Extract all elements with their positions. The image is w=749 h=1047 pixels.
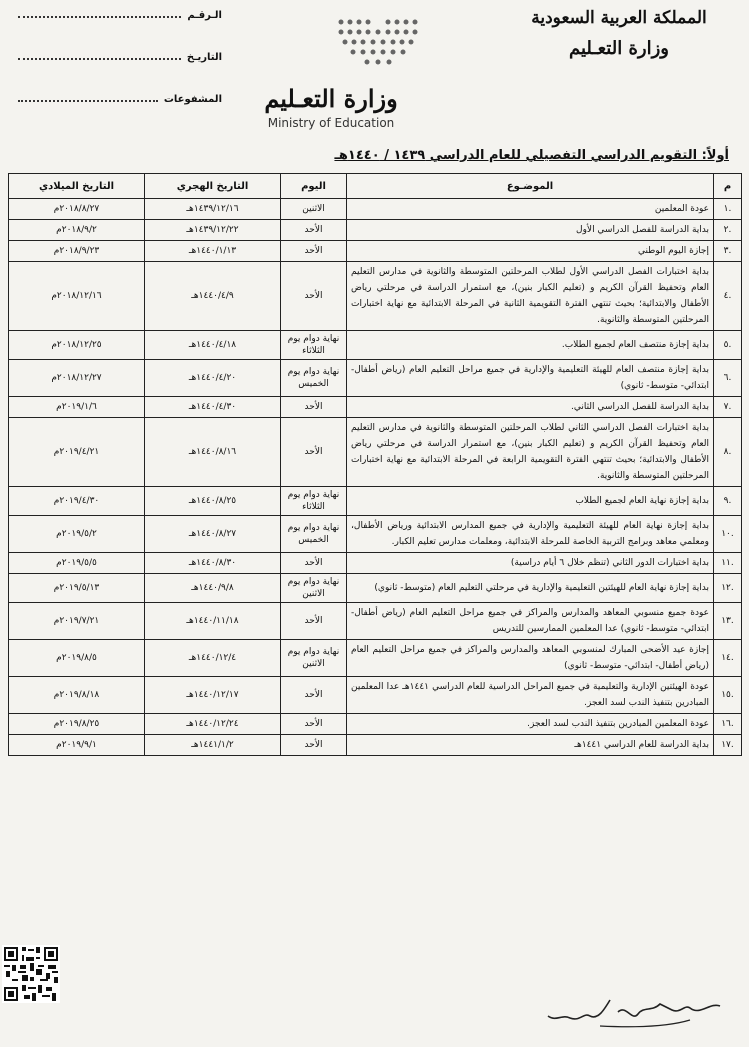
cell-num: .٤ — [714, 262, 742, 331]
cell-topic: عودة المعلمين — [347, 199, 714, 220]
cell-day: الأحد — [281, 418, 347, 487]
table-row — [9, 360, 742, 397]
cell-greg: ٢٠١٨/٩/٢م — [9, 220, 145, 241]
cell-topic: إجازة عيد الأضحى المبارك لمنسوبي المعاهد والمدارس والمراكز في جميع مراحل التعليم العام (رياض أطفال- ابتدائي- متوسط- ثانوي) — [347, 640, 714, 677]
table-body — [9, 199, 742, 756]
table-row — [9, 487, 742, 516]
cell-hijri: ١٤٤٠/١٢/٤هـ — [145, 640, 281, 677]
cell-greg: ٢٠١٨/٩/٢٣م — [9, 241, 145, 262]
table-row — [9, 553, 742, 574]
table-row — [9, 640, 742, 677]
cell-day: الاثنين — [281, 199, 347, 220]
cell-hijri: ١٤٤٠/١١/١٨هـ — [145, 603, 281, 640]
cell-hijri: ١٤٤٠/٤/١٨هـ — [145, 331, 281, 360]
cell-hijri: ١٤٤٠/٨/٢٥هـ — [145, 487, 281, 516]
cell-greg: ٢٠١٩/٨/٥م — [9, 640, 145, 677]
cell-num: .٦ — [714, 360, 742, 397]
cell-day: نهاية دوام يوم الخميس — [281, 360, 347, 397]
cell-greg: ٢٠١٩/٥/٢م — [9, 516, 145, 553]
field-attachments-label: المشفوعات — [163, 94, 222, 105]
cell-hijri: ١٤٤٠/١٢/١٧هـ — [145, 677, 281, 714]
table-header-row — [9, 174, 742, 199]
cell-num: .١٤ — [714, 640, 742, 677]
table-row — [9, 714, 742, 735]
cell-greg: ٢٠١٩/٨/٢٥م — [9, 714, 145, 735]
academic-calendar-table — [8, 173, 742, 756]
header-hijri: التاريخ الهجري — [145, 174, 281, 199]
cell-topic: عودة جميع منسوبي المعاهد والمدارس والمراكز في جميع مراحل التعليم العام (رياض أطفال- ابتدائي- متوسط- ثانوي) عدا المعلمين الممارسين للتدريس — [347, 603, 714, 640]
cell-num: .١٥ — [714, 677, 742, 714]
field-number — [12, 8, 222, 50]
cell-num: .١٢ — [714, 574, 742, 603]
table-row — [9, 603, 742, 640]
table-row — [9, 220, 742, 241]
cell-greg: ٢٠١٩/٧/٢١م — [9, 603, 145, 640]
header-greg: التاريخ الميلادي — [9, 174, 145, 199]
field-number-line — [18, 8, 181, 18]
cell-day: نهاية دوام يوم الاثنين — [281, 574, 347, 603]
cell-topic: بداية إجازة نهاية العام للهيئة التعليمية والإدارية في جميع المدارس الابتدائية ورياض الأطفال، ومعلمي معاهد وبرامج التربية الخاصة للمرحلة الابتدائية، ومعلمات مدارس تعليم الكبار. — [347, 516, 714, 553]
cell-day: نهاية دوام يوم الاثنين — [281, 640, 347, 677]
cell-topic: بداية الدراسة للعام الدراسي ١٤٤١هـ — [347, 735, 714, 756]
cell-topic: بداية اختبارات الفصل الدراسي الأول لطلاب المرحلتين المتوسطة والثانوية في مدارس التعليم العام وتحفيظ القرآن الكريم و (تعليم الكبار بنين)، مع استمرار الدراسة في مرحلتي رياض الأطفال والابتدائية؛ بحيث تنتهي الفترة التقويمية الثانية في المرحلة الابتدائية مع نهاية اختبارات المرحلتين المتوسطة والثانوية. — [347, 262, 714, 331]
cell-hijri: ١٤٤٠/٤/٢٠هـ — [145, 360, 281, 397]
cell-num: .٨ — [714, 418, 742, 487]
table-row — [9, 331, 742, 360]
cell-topic: بداية اختبارات الفصل الدراسي الثاني لطلاب المرحلتين المتوسطة والثانوية في مدارس التعليم العام وتحفيظ القرآن الكريم و (تعليم الكبار بنين)، مع استمرار الدراسة في مرحلتي رياض الأطفال والابتدائية؛ بحيث تنتهي الفترة التقويمية الرابعة في المرحلة الابتدائية مع نهاية اختبارات المرحلتين المتوسطة والثانوية. — [347, 418, 714, 487]
cell-num: .١١ — [714, 553, 742, 574]
ministry-name: وزارة التعـليم — [568, 38, 670, 59]
header-day: اليوم — [281, 174, 347, 199]
field-number-label: الـرقـم — [187, 10, 222, 21]
field-attachments — [12, 92, 222, 134]
cell-greg: ٢٠١٨/١٢/٢٥م — [9, 331, 145, 360]
cell-topic: بداية إجازة منتصف العام لجميع الطلاب. — [347, 331, 714, 360]
reference-fields — [12, 8, 222, 134]
header-num: م — [714, 174, 742, 199]
cell-topic: إجازة اليوم الوطني — [347, 241, 714, 262]
table-row — [9, 516, 742, 553]
cell-greg: ٢٠١٨/٨/٢٧م — [9, 199, 145, 220]
cell-topic: بداية إجازة نهاية العام للهيئتين التعليمية والإدارية في مرحلتي التعليم العام (متوسط- ثانوي) — [347, 574, 714, 603]
cell-num: .٢ — [714, 220, 742, 241]
cell-topic: بداية الدراسة للفصل الدراسي الثاني. — [347, 397, 714, 418]
cell-greg: ٢٠١٩/٤/٢١م — [9, 418, 145, 487]
cell-day: الأحد — [281, 714, 347, 735]
cell-hijri: ١٤٤٠/٨/٢٧هـ — [145, 516, 281, 553]
cell-day: الأحد — [281, 735, 347, 756]
signature-icon — [540, 992, 730, 1032]
header-topic: الموضـوع — [347, 174, 714, 199]
table-row — [9, 418, 742, 487]
table-row — [9, 574, 742, 603]
table-row — [9, 677, 742, 714]
cell-num: .٣ — [714, 241, 742, 262]
table-row — [9, 262, 742, 331]
cell-day: الأحد — [281, 677, 347, 714]
cell-greg: ٢٠١٩/٤/٣٠م — [9, 487, 145, 516]
cell-topic: بداية الدراسة للفصل الدراسي الأول — [347, 220, 714, 241]
cell-greg: ٢٠١٩/٥/١٣م — [9, 574, 145, 603]
qr-code-icon — [2, 945, 60, 1003]
field-date — [12, 50, 222, 92]
cell-hijri: ١٤٤٠/١/١٣هـ — [145, 241, 281, 262]
kingdom-name: المملكة العربية السعودية — [531, 8, 707, 28]
table-row — [9, 199, 742, 220]
cell-num: .٧ — [714, 397, 742, 418]
field-date-line — [18, 50, 181, 60]
field-date-label: التاريـخ — [186, 52, 222, 63]
cell-hijri: ١٤٤٠/٤/٩هـ — [145, 262, 281, 331]
cell-num: .١٦ — [714, 714, 742, 735]
section-title: أولاً: التقويم الدراسي التفصيلي للعام الدراسي ١٤٣٩ / ١٤٤٠هـ — [334, 148, 729, 163]
cell-num: .١٠ — [714, 516, 742, 553]
cell-day: الأحد — [281, 603, 347, 640]
cell-hijri: ١٤٤٠/٨/٣٠هـ — [145, 553, 281, 574]
cell-greg: ٢٠١٩/٥/٥م — [9, 553, 145, 574]
cell-topic: عودة الهيئتين الإدارية والتعليمية في جميع المراحل الدراسية للعام الدراسي ١٤٤١هـ عدا المعلمين المبادرين بتنفيذ الندب لسد العجز. — [347, 677, 714, 714]
table-row — [9, 397, 742, 418]
cell-num: .١٣ — [714, 603, 742, 640]
ministry-logo-icon — [333, 14, 423, 74]
cell-day: الأحد — [281, 553, 347, 574]
table-row — [9, 241, 742, 262]
cell-hijri: ١٤٣٩/١٢/١٦هـ — [145, 199, 281, 220]
cell-hijri: ١٤٤١/١/٢هـ — [145, 735, 281, 756]
cell-num: .١٧ — [714, 735, 742, 756]
cell-hijri: ١٤٤٠/٤/٣٠هـ — [145, 397, 281, 418]
cell-greg: ٢٠١٨/١٢/١٦م — [9, 262, 145, 331]
cell-topic: بداية إجازة نهاية العام لجميع الطلاب — [347, 487, 714, 516]
letterhead-kingdom — [519, 8, 719, 59]
ministry-logo — [255, 10, 425, 130]
cell-day: نهاية دوام يوم الخميس — [281, 516, 347, 553]
cell-hijri: ١٤٤٠/٩/٨هـ — [145, 574, 281, 603]
field-attachments-line — [18, 92, 158, 102]
cell-day: نهاية دوام يوم الثلاثاء — [281, 487, 347, 516]
cell-greg: ٢٠١٩/٨/١٨م — [9, 677, 145, 714]
cell-hijri: ١٤٤٠/٨/١٦هـ — [145, 418, 281, 487]
cell-greg: ٢٠١٩/٩/١م — [9, 735, 145, 756]
table-row — [9, 735, 742, 756]
cell-greg: ٢٠١٩/١/٦م — [9, 397, 145, 418]
cell-hijri: ١٤٣٩/١٢/٢٢هـ — [145, 220, 281, 241]
cell-hijri: ١٤٤٠/١٢/٢٤هـ — [145, 714, 281, 735]
cell-day: الأحد — [281, 220, 347, 241]
cell-topic: عودة المعلمين المبادرين بتنفيذ الندب لسد العجز. — [347, 714, 714, 735]
cell-topic: بداية إجازة منتصف العام للهيئة التعليمية والإدارية في جميع مراحل التعليم العام (رياض أطفال- ابتدائي- متوسط- ثانوي) — [347, 360, 714, 397]
cell-greg: ٢٠١٨/١٢/٢٧م — [9, 360, 145, 397]
cell-day: الأحد — [281, 262, 347, 331]
cell-num: .٩ — [714, 487, 742, 516]
cell-num: .١ — [714, 199, 742, 220]
logo-arabic-text: وزارة التعـليم — [264, 84, 398, 113]
logo-english-text: Ministry of Education — [267, 116, 395, 130]
cell-day: الأحد — [281, 241, 347, 262]
cell-topic: بداية اختبارات الدور الثاني (تنظم خلال ٦ أيام دراسية) — [347, 553, 714, 574]
cell-day: الأحد — [281, 397, 347, 418]
cell-day: نهاية دوام يوم الثلاثاء — [281, 331, 347, 360]
cell-num: .٥ — [714, 331, 742, 360]
